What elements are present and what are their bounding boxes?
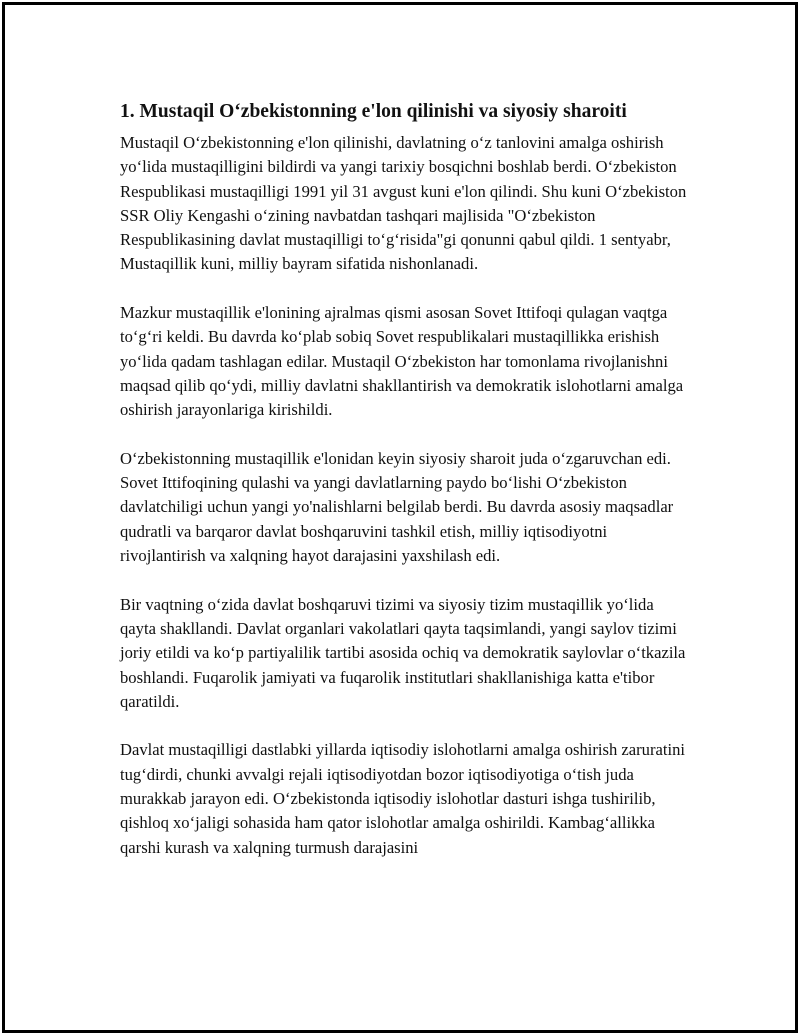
paragraph-4: Bir vaqtning o‘zida davlat boshqaruvi tizimi va siyosiy tizim mustaqillik yo‘lida qayta shakllandi. Davlat organlari vakolatlari qayta taqsimlandi, yangi saylov tizimi joriy etildi va ko‘p partiyalilik tartibi asosida ochiq va demokratik saylovlar o‘tkazila boshlandi. Fuqarolik jamiyati va fuqarolik institutlari shakllanishiga katta e'tibor qaratildi. [120, 594, 686, 711]
page-frame [2, 2, 798, 1033]
paragraph-5: Davlat mustaqilligi dastlabki yillarda iqtisodiy islohotlarni amalga oshirish zaruratini tug‘dirdi, chunki avvalgi rejali iqtisodiyotdan bozor iqtisodiyotiga o‘tish juda murakkab jarayon edi. O‘zbekistonda iqtisodiy islohotlar dasturi ishga tushirilib, qishloq xo‘jaligi sohasida ham qator islohotlar amalga oshirildi. Kambag‘allikka qarshi kurash va xalqning turmush darajasini [120, 740, 685, 857]
paragraph-2: Mazkur mustaqillik e'lonining ajralmas qismi asosan Sovet Ittifoqi qulagan vaqtga to‘g‘ri keldi. Bu davrda ko‘plab sobiq Sovet respublikalari mustaqillikka erishish yo‘lida qadam tashlagan edilar. Mustaqil O‘zbekiston har tomonlama rivojlanishni maqsad qilib qo‘ydi, milliy davlatni shakllantirish va demokratik islohotlarni amalga oshirish jarayonlariga kirishildi. [120, 303, 684, 420]
paragraph-1: Mustaqil O‘zbekistonning e'lon qilinishi, davlatning o‘z tanlovini amalga oshirish yo‘lida mustaqilligini bildirdi va yangi tarixiy bosqichni boshlab berdi. O‘zbekiston Respublikasi mustaqilligi 1991 yil 31 avgust kuni e'lon qilindi. Shu kuni O‘zbekiston SSR Oliy Kengashi o‘zining navbatdan tashqari majlisida "O‘zbekiston Respublikasining davlat mustaqilligi to‘g‘risida"gi qonunni qabul qildi. 1 sentyabr, Mustaqillik kuni, milliy bayram sifatida nishonlanadi. [120, 133, 687, 274]
section-heading: 1. Mustaqil O‘zbekistonning e'lon qilinishi va siyosiy sharoiti [120, 101, 627, 122]
paragraph-3: O‘zbekistonning mustaqillik e'lonidan keyin siyosiy sharoit juda o‘zgaruvchan edi. Sovet Ittifoqining qulashi va yangi davlatlarning paydo bo‘lishi O‘zbekiston davlatchiligi uchun yangi yo'nalishlarni belgilab berdi. Bu davrda asosiy maqsadlar qudratli va barqaror davlat boshqaruvini tashkil etish, milliy iqtisodiyotni rivojlantirish va xalqning hayot darajasini yaxshilash edi. [120, 448, 674, 566]
document-body [120, 98, 690, 884]
